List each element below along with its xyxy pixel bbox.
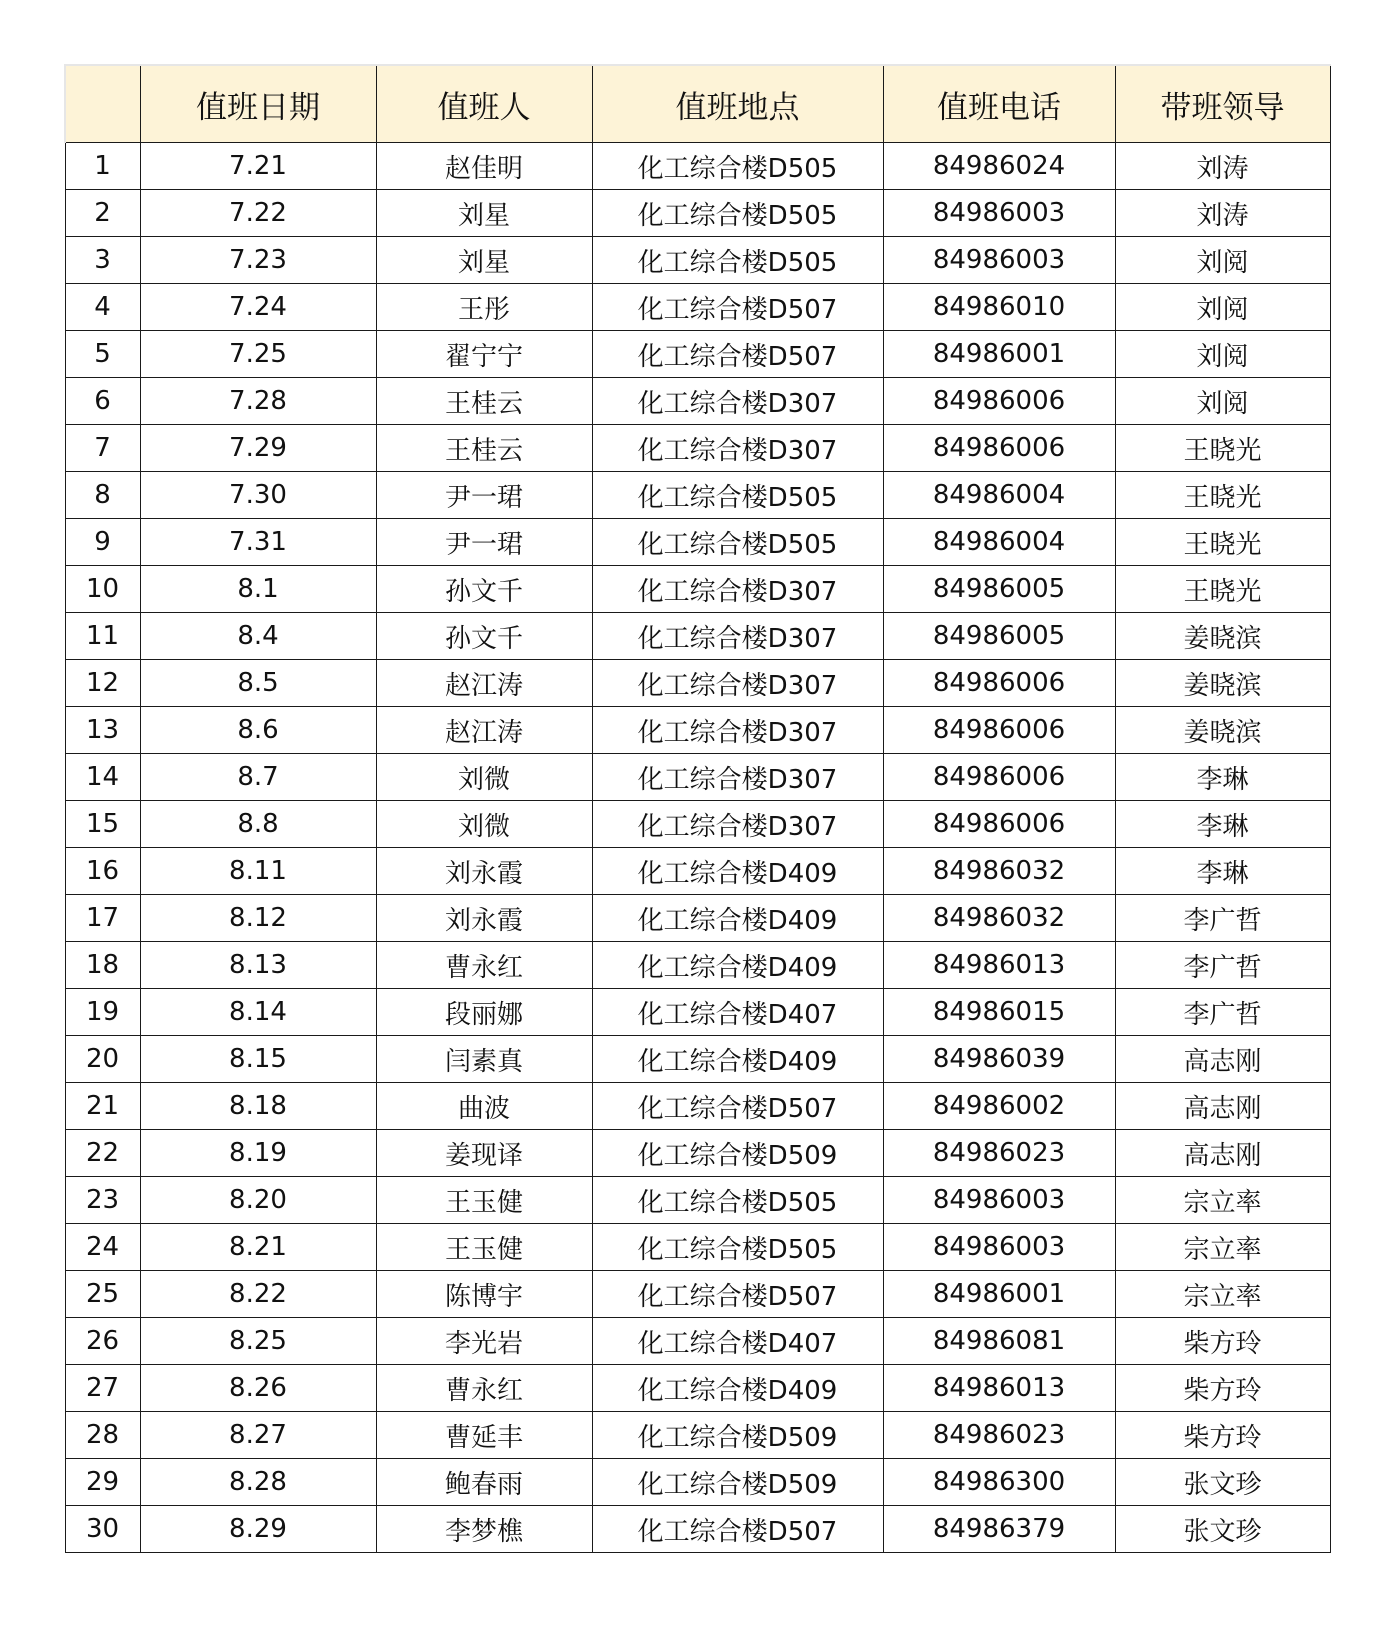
cell-duty-location: 化工综合楼D409 [592, 1365, 883, 1412]
duty-schedule-table [64, 64, 1331, 1553]
cell-leader: 柴方玲 [1115, 1365, 1330, 1412]
table-row [65, 1177, 1330, 1224]
cell-duty-location: 化工综合楼D505 [592, 1177, 883, 1224]
cell-duty-location: 化工综合楼D505 [592, 143, 883, 190]
cell-duty-date: 8.8 [140, 801, 376, 848]
table-row [65, 942, 1330, 989]
cell-duty-date: 7.30 [140, 472, 376, 519]
cell-duty-date: 7.31 [140, 519, 376, 566]
table-row [65, 1412, 1330, 1459]
cell-duty-phone: 84986003 [883, 190, 1115, 237]
cell-duty-phone: 84986004 [883, 519, 1115, 566]
cell-row-index: 13 [65, 707, 140, 754]
cell-leader: 王晓光 [1115, 519, 1330, 566]
cell-row-index: 6 [65, 378, 140, 425]
cell-duty-person: 曲波 [376, 1083, 592, 1130]
cell-duty-date: 7.24 [140, 284, 376, 331]
cell-duty-phone: 84986032 [883, 895, 1115, 942]
cell-duty-location: 化工综合楼D307 [592, 707, 883, 754]
cell-duty-date: 8.18 [140, 1083, 376, 1130]
cell-row-index: 5 [65, 331, 140, 378]
table-row [65, 1083, 1330, 1130]
cell-duty-location: 化工综合楼D409 [592, 848, 883, 895]
cell-duty-phone: 84986001 [883, 1271, 1115, 1318]
cell-duty-phone: 84986032 [883, 848, 1115, 895]
cell-row-index: 12 [65, 660, 140, 707]
cell-row-index: 11 [65, 613, 140, 660]
cell-duty-person: 刘永霞 [376, 848, 592, 895]
cell-duty-date: 8.19 [140, 1130, 376, 1177]
cell-duty-phone: 84986300 [883, 1459, 1115, 1506]
cell-duty-person: 李光岩 [376, 1318, 592, 1365]
cell-leader: 李广哲 [1115, 989, 1330, 1036]
header-duty-person: 值班人 [376, 65, 592, 143]
cell-duty-date: 8.5 [140, 660, 376, 707]
table-row [65, 1365, 1330, 1412]
cell-duty-person: 姜现译 [376, 1130, 592, 1177]
cell-row-index: 8 [65, 472, 140, 519]
header-leader: 带班领导 [1115, 65, 1330, 143]
cell-duty-phone: 84986013 [883, 942, 1115, 989]
cell-row-index: 16 [65, 848, 140, 895]
cell-leader: 张文珍 [1115, 1459, 1330, 1506]
cell-row-index: 24 [65, 1224, 140, 1271]
cell-duty-date: 8.14 [140, 989, 376, 1036]
cell-row-index: 28 [65, 1412, 140, 1459]
cell-duty-location: 化工综合楼D307 [592, 754, 883, 801]
cell-leader: 宗立率 [1115, 1224, 1330, 1271]
cell-row-index: 1 [65, 143, 140, 190]
cell-row-index: 23 [65, 1177, 140, 1224]
cell-leader: 高志刚 [1115, 1130, 1330, 1177]
cell-leader: 张文珍 [1115, 1506, 1330, 1553]
table-row [65, 566, 1330, 613]
cell-duty-phone: 84986006 [883, 378, 1115, 425]
cell-duty-phone: 84986002 [883, 1083, 1115, 1130]
cell-duty-location: 化工综合楼D505 [592, 472, 883, 519]
cell-row-index: 21 [65, 1083, 140, 1130]
cell-row-index: 19 [65, 989, 140, 1036]
cell-duty-date: 8.26 [140, 1365, 376, 1412]
table-row [65, 1130, 1330, 1177]
cell-duty-phone: 84986081 [883, 1318, 1115, 1365]
cell-duty-location: 化工综合楼D307 [592, 378, 883, 425]
cell-row-index: 29 [65, 1459, 140, 1506]
cell-duty-person: 王玉健 [376, 1224, 592, 1271]
table-row [65, 660, 1330, 707]
cell-duty-person: 曹永红 [376, 942, 592, 989]
cell-duty-person: 孙文千 [376, 613, 592, 660]
cell-leader: 高志刚 [1115, 1083, 1330, 1130]
cell-duty-location: 化工综合楼D505 [592, 237, 883, 284]
cell-duty-phone: 84986013 [883, 1365, 1115, 1412]
cell-duty-phone: 84986039 [883, 1036, 1115, 1083]
cell-duty-phone: 84986005 [883, 566, 1115, 613]
cell-row-index: 27 [65, 1365, 140, 1412]
cell-duty-phone: 84986006 [883, 801, 1115, 848]
cell-duty-phone: 84986004 [883, 472, 1115, 519]
table-row [65, 1036, 1330, 1083]
cell-duty-location: 化工综合楼D507 [592, 1506, 883, 1553]
cell-duty-location: 化工综合楼D505 [592, 1224, 883, 1271]
cell-duty-person: 赵江涛 [376, 707, 592, 754]
cell-duty-location: 化工综合楼D307 [592, 425, 883, 472]
cell-duty-person: 孙文千 [376, 566, 592, 613]
cell-duty-location: 化工综合楼D407 [592, 1318, 883, 1365]
cell-leader: 王晓光 [1115, 566, 1330, 613]
cell-duty-location: 化工综合楼D507 [592, 1083, 883, 1130]
header-duty-date: 值班日期 [140, 65, 376, 143]
cell-duty-phone: 84986379 [883, 1506, 1115, 1553]
cell-leader: 宗立率 [1115, 1177, 1330, 1224]
cell-leader: 李琳 [1115, 754, 1330, 801]
header-index [65, 65, 140, 143]
cell-duty-location: 化工综合楼D307 [592, 613, 883, 660]
cell-leader: 柴方玲 [1115, 1318, 1330, 1365]
table-row [65, 237, 1330, 284]
cell-leader: 李琳 [1115, 801, 1330, 848]
cell-duty-person: 刘永霞 [376, 895, 592, 942]
cell-duty-person: 刘星 [376, 237, 592, 284]
cell-duty-phone: 84986003 [883, 1224, 1115, 1271]
cell-leader: 李广哲 [1115, 895, 1330, 942]
table-row [65, 989, 1330, 1036]
cell-duty-location: 化工综合楼D505 [592, 519, 883, 566]
cell-duty-phone: 84986003 [883, 237, 1115, 284]
table-row [65, 190, 1330, 237]
cell-duty-person: 陈博宇 [376, 1271, 592, 1318]
cell-leader: 刘阅 [1115, 237, 1330, 284]
cell-duty-date: 7.29 [140, 425, 376, 472]
cell-duty-person: 刘微 [376, 754, 592, 801]
cell-duty-location: 化工综合楼D407 [592, 989, 883, 1036]
table-body [65, 143, 1330, 1553]
cell-duty-date: 7.22 [140, 190, 376, 237]
cell-duty-date: 8.4 [140, 613, 376, 660]
cell-row-index: 15 [65, 801, 140, 848]
table-row [65, 613, 1330, 660]
cell-row-index: 30 [65, 1506, 140, 1553]
cell-duty-phone: 84986023 [883, 1412, 1115, 1459]
cell-duty-date: 8.11 [140, 848, 376, 895]
cell-duty-location: 化工综合楼D307 [592, 566, 883, 613]
cell-leader: 刘阅 [1115, 284, 1330, 331]
cell-row-index: 4 [65, 284, 140, 331]
cell-duty-person: 李梦樵 [376, 1506, 592, 1553]
cell-duty-date: 7.28 [140, 378, 376, 425]
cell-leader: 姜晓滨 [1115, 707, 1330, 754]
table-row [65, 519, 1330, 566]
cell-duty-person: 王玉健 [376, 1177, 592, 1224]
cell-duty-date: 8.28 [140, 1459, 376, 1506]
cell-leader: 王晓光 [1115, 472, 1330, 519]
cell-duty-person: 翟宁宁 [376, 331, 592, 378]
cell-duty-location: 化工综合楼D409 [592, 942, 883, 989]
cell-duty-date: 8.22 [140, 1271, 376, 1318]
cell-duty-phone: 84986015 [883, 989, 1115, 1036]
cell-leader: 柴方玲 [1115, 1412, 1330, 1459]
table-row [65, 378, 1330, 425]
cell-duty-date: 8.15 [140, 1036, 376, 1083]
cell-leader: 王晓光 [1115, 425, 1330, 472]
cell-duty-date: 8.6 [140, 707, 376, 754]
cell-duty-date: 8.21 [140, 1224, 376, 1271]
cell-leader: 刘阅 [1115, 331, 1330, 378]
cell-duty-person: 段丽娜 [376, 989, 592, 1036]
cell-duty-location: 化工综合楼D409 [592, 1036, 883, 1083]
cell-duty-location: 化工综合楼D509 [592, 1130, 883, 1177]
table-row [65, 1459, 1330, 1506]
cell-row-index: 17 [65, 895, 140, 942]
cell-row-index: 3 [65, 237, 140, 284]
cell-duty-location: 化工综合楼D507 [592, 284, 883, 331]
cell-row-index: 25 [65, 1271, 140, 1318]
table-row [65, 472, 1330, 519]
cell-leader: 宗立率 [1115, 1271, 1330, 1318]
table-row [65, 143, 1330, 190]
cell-duty-person: 尹一珺 [376, 519, 592, 566]
cell-duty-date: 8.7 [140, 754, 376, 801]
cell-duty-person: 赵佳明 [376, 143, 592, 190]
cell-duty-date: 8.25 [140, 1318, 376, 1365]
table-row [65, 754, 1330, 801]
cell-duty-phone: 84986003 [883, 1177, 1115, 1224]
cell-duty-person: 王桂云 [376, 425, 592, 472]
cell-leader: 姜晓滨 [1115, 660, 1330, 707]
cell-duty-date: 8.13 [140, 942, 376, 989]
cell-leader: 刘涛 [1115, 143, 1330, 190]
cell-duty-date: 7.25 [140, 331, 376, 378]
cell-leader: 李广哲 [1115, 942, 1330, 989]
cell-row-index: 2 [65, 190, 140, 237]
cell-duty-location: 化工综合楼D507 [592, 1271, 883, 1318]
table-row [65, 284, 1330, 331]
cell-duty-date: 8.27 [140, 1412, 376, 1459]
cell-leader: 姜晓滨 [1115, 613, 1330, 660]
table-row [65, 1224, 1330, 1271]
cell-duty-person: 王桂云 [376, 378, 592, 425]
cell-duty-person: 刘星 [376, 190, 592, 237]
table-row [65, 1318, 1330, 1365]
cell-duty-phone: 84986024 [883, 143, 1115, 190]
cell-duty-phone: 84986005 [883, 613, 1115, 660]
cell-duty-location: 化工综合楼D307 [592, 801, 883, 848]
cell-row-index: 22 [65, 1130, 140, 1177]
table-row [65, 707, 1330, 754]
cell-duty-location: 化工综合楼D307 [592, 660, 883, 707]
cell-row-index: 14 [65, 754, 140, 801]
cell-duty-person: 尹一珺 [376, 472, 592, 519]
cell-duty-person: 曹延丰 [376, 1412, 592, 1459]
cell-duty-location: 化工综合楼D409 [592, 895, 883, 942]
cell-row-index: 26 [65, 1318, 140, 1365]
cell-duty-phone: 84986010 [883, 284, 1115, 331]
table-row [65, 425, 1330, 472]
cell-row-index: 10 [65, 566, 140, 613]
cell-duty-phone: 84986023 [883, 1130, 1115, 1177]
cell-duty-date: 8.20 [140, 1177, 376, 1224]
table-row [65, 331, 1330, 378]
cell-duty-person: 刘微 [376, 801, 592, 848]
cell-duty-date: 7.21 [140, 143, 376, 190]
cell-leader: 李琳 [1115, 848, 1330, 895]
cell-leader: 高志刚 [1115, 1036, 1330, 1083]
cell-duty-person: 赵江涛 [376, 660, 592, 707]
header-row [65, 65, 1330, 143]
cell-duty-location: 化工综合楼D509 [592, 1459, 883, 1506]
cell-duty-location: 化工综合楼D505 [592, 190, 883, 237]
cell-duty-date: 8.12 [140, 895, 376, 942]
cell-row-index: 18 [65, 942, 140, 989]
cell-duty-phone: 84986006 [883, 425, 1115, 472]
cell-duty-person: 鲍春雨 [376, 1459, 592, 1506]
cell-duty-person: 曹永红 [376, 1365, 592, 1412]
cell-duty-date: 8.1 [140, 566, 376, 613]
cell-duty-person: 王彤 [376, 284, 592, 331]
cell-row-index: 20 [65, 1036, 140, 1083]
header-duty-phone: 值班电话 [883, 65, 1115, 143]
table-row [65, 848, 1330, 895]
cell-row-index: 7 [65, 425, 140, 472]
table-row [65, 1506, 1330, 1553]
table-row [65, 895, 1330, 942]
cell-duty-date: 7.23 [140, 237, 376, 284]
cell-duty-phone: 84986006 [883, 754, 1115, 801]
cell-duty-phone: 84986006 [883, 660, 1115, 707]
header-duty-location: 值班地点 [592, 65, 883, 143]
table-row [65, 1271, 1330, 1318]
cell-duty-date: 8.29 [140, 1506, 376, 1553]
cell-duty-phone: 84986001 [883, 331, 1115, 378]
cell-row-index: 9 [65, 519, 140, 566]
cell-duty-phone: 84986006 [883, 707, 1115, 754]
cell-duty-location: 化工综合楼D509 [592, 1412, 883, 1459]
cell-duty-location: 化工综合楼D507 [592, 331, 883, 378]
cell-leader: 刘涛 [1115, 190, 1330, 237]
table-row [65, 801, 1330, 848]
cell-duty-person: 闫素真 [376, 1036, 592, 1083]
cell-leader: 刘阅 [1115, 378, 1330, 425]
